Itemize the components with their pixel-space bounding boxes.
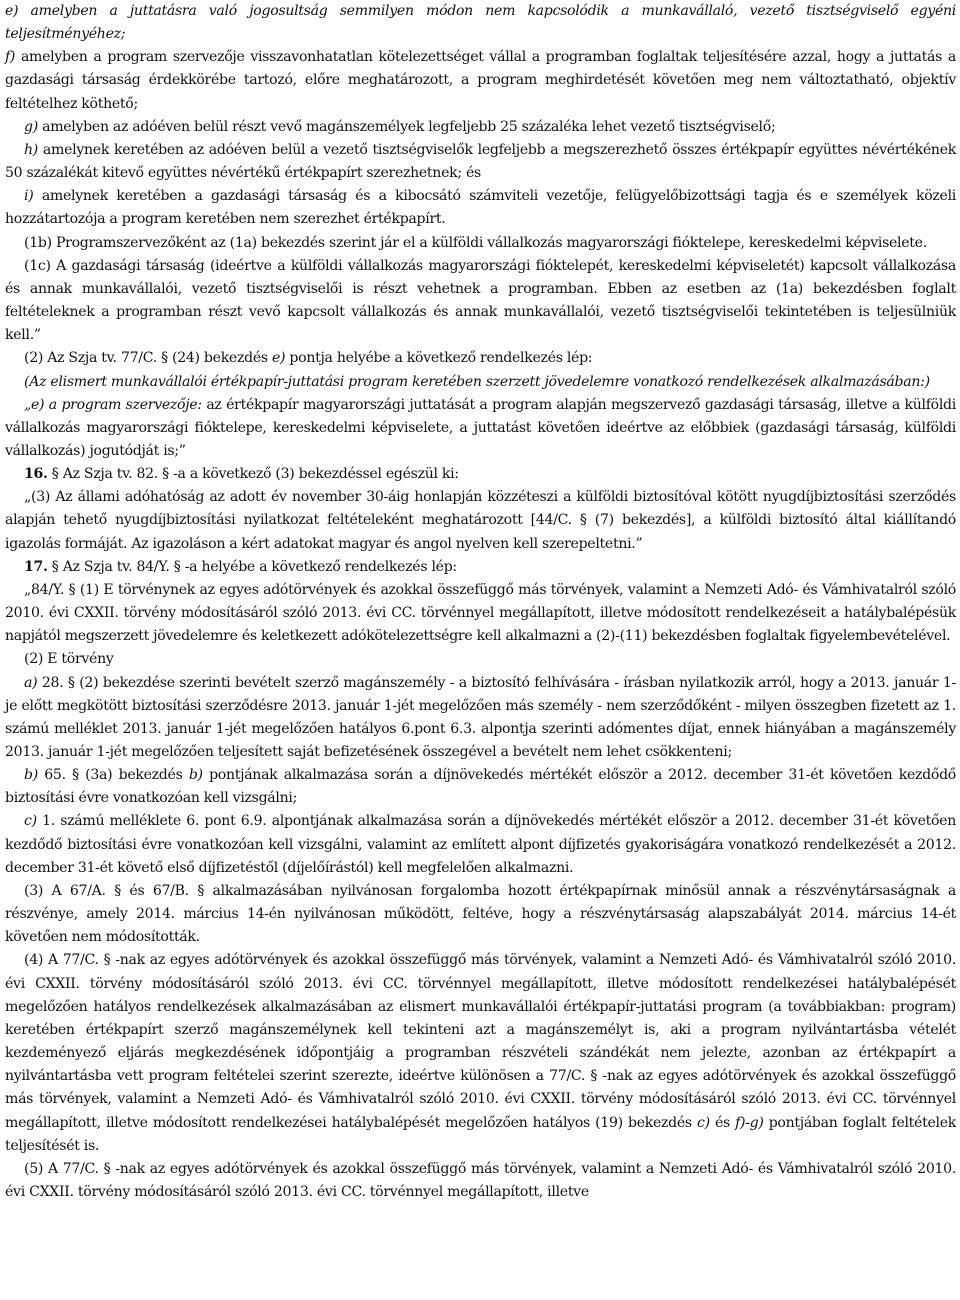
text-run: amelynek keretében az adóéven belül a vezető tisztségviselők legfeljebb a megszerezhető összes értékpapír együttes névértékének 50 százalékát kitevő együttes névértékű értékpapírt szerezhetnek; és: [5, 141, 956, 182]
paragraph-1c: [5, 255, 956, 348]
text-run: pontja helyébe a következő rendelkezés lép:: [285, 350, 593, 367]
text-run: f): [5, 49, 16, 66]
text-run: (5) A 77/C. § -nak az egyes adótörvények és azokkal összefüggő más törvények, valamint a Nemzeti Adó- és Vámhivatalról szóló 2010. évi CXXII. törvény módosításáról szóló 2013. évi CC. törvénnyel megállapított, illetve: [5, 1160, 956, 1200]
paragraph-i: [5, 185, 956, 231]
paragraph-17-2b: [5, 764, 956, 810]
paragraph-17-3: [5, 880, 956, 949]
text-run: 1. számú melléklete 6. pont 6.9. alpontjának alkalmazása során a díjnövekedés mértékét először a 2012. december 31-ét követően kezdődő biztosítási évre vonatkozóan kell vizsgálni, valamint az említett alpont díjfizetés gyakoriságára vonatkozó rendelkezését a 2012. december 31-ét követő első díjfizetéstől (díjelőírástól) kell megfelelően alkalmazni.: [5, 813, 956, 876]
text-run: c): [697, 1114, 710, 1131]
text-run: (1b) Programszervezőként az (1a) bekezdés szerint jár el a külföldi vállalkozás magyarországi fióktelepe, kereskedelmi képviselete.: [24, 234, 927, 251]
paragraph-16-3: [5, 486, 956, 555]
paragraph-2q: [5, 371, 956, 394]
text-run: h): [24, 141, 38, 158]
text-run: amelyben a program szervezője visszavonhatatlan kötelezettséget vállal a programban foglaltak teljesítésére azzal, hogy a juttatás a gazdasági társaság érdekkörébe tartozó, előre meghatározott, a program meghirdetését követően meg nem változtatható, objektív feltételhez köthető;: [5, 49, 956, 112]
text-run: 28. § (2) bekezdése szerinti bevételt szerző magánszemély - a biztosító felhívására - írásban nyilatkozik arról, hogy a 2013. január 1-je előtt megkötött biztosítási szerződésre 2013. január 1-jét megelőzően más személy - nem szerződőként - milyen összegben fizetett az 1. számú melléklet 2013. január 1-jét megelőzően hatályos 6.pont 6.3. alpontja szerinti adómentes díjat, ennek hiányában a magánszemély 2013. január 1-jét megelőzően teljesített saját befizetésének összegével a bevételt nem lehet csökkenteni;: [5, 674, 956, 760]
paragraph-17: [5, 556, 956, 579]
text-run: 17.: [24, 558, 48, 575]
text-run: pontjának alkalmazása során a díjnövekedés mértékét először a 2012. december 31-ét követően kezdődő biztosítási évre vonatkozóan kell vizsgálni;: [5, 767, 956, 807]
text-run: 16.: [24, 466, 48, 483]
paragraph-17-5: [5, 1158, 956, 1204]
text-run: amelyben az adóéven belül részt vevő magánszemélyek legfeljebb 25 százaléka lehet vezető tisztségviselő;: [37, 118, 776, 135]
text-run: „(3) Az állami adóhatóság az adott év november 30-áig honlapján közzéteszi a külföldi biztosítóval kötött nyugdíjbiztosítási szerződés alapján tehető nyugdíjbiztosítási nyilatkozat feltételeként meghatározott [44/C. § (7) bekezdés], a külföldi biztosító által kiállítandó igazolás formáját. Az igazoláson a kért adatokat magyar és angol nyelven kell szerepeltetni.”: [5, 489, 956, 552]
paragraph-17-2a: [5, 672, 956, 765]
paragraph-2e: [5, 394, 956, 463]
text-run: § Az Szja tv. 82. § -a a következő (3) bekezdéssel egészül ki:: [47, 466, 459, 483]
text-run: f)-g): [735, 1114, 764, 1131]
text-run: e) amelyben a juttatásra való jogosultság semmilyen módon nem kapcsolódik a munkavállaló, vezető tisztségviselő egyéni teljesítményéhez;: [5, 3, 956, 43]
text-run: (2) Az Szja tv. 77/C. § (24) bekezdés: [24, 350, 272, 367]
text-run: b): [24, 767, 38, 784]
text-run: g): [24, 118, 38, 135]
text-run: amelynek keretében a gazdasági társaság és a kibocsátó számviteli vezetője, felügyelőbizottsági tagja és e személyek közeli hozzátartozója a program keretében nem szerezhet értékpapírt.: [5, 188, 956, 228]
paragraph-17-2c: [5, 810, 956, 879]
text-run: 65. § (3a) bekezdés: [37, 767, 189, 784]
text-run: a): [24, 674, 38, 691]
text-run: b): [188, 767, 203, 784]
text-run: e): [271, 350, 286, 367]
text-run: (4) A 77/C. § -nak az egyes adótörvények és azokkal összefüggő más törvények, valamint a Nemzeti Adó- és Vámhivatalról szóló 2010. évi CXXII. törvény módosításáról szóló 2013. évi CC. törvénnyel megállapított, illetve módosított rendelkezései hatálybalépését megelőzően hatályos rendelkezések alkalmazásában az elismert munkavállalói értékpapír-juttatási program (a továbbiakban: program) keretében értékpapírt szerző magánszemélynek kell tekinteni azt a magánszemélyt is, aki a program nyilvántartásba vételét kezdeményező eljárás megkezdésének időpontjáig a programban részvételi szándékát nem jelezte, azonban az értékpapírt a nyilvántartásba vett program feltételei szerint szerezte, ideértve különösen a 77/C. § -nak az egyes adótörvények és azokkal összefüggő más törvények, valamint a Nemzeti Adó- és Vámhivatalról szóló 2010. évi CXXII. törvény módosításáról szóló 2013. évi CC. törvénnyel megállapított, illetve módosított rendelkezései hatálybalépését megelőzően hatályos (19) bekezdés: [5, 952, 956, 1131]
text-run: „e) a program szervezője:: [24, 396, 202, 413]
text-run: (Az elismert munkavállalói értékpapír-juttatási program keretében szerzett jövedelemre vonatkozó rendelkezések alkalmazásában:): [24, 373, 930, 390]
text-run: és: [709, 1114, 736, 1131]
paragraph-2: [5, 347, 956, 370]
text-run: az értékpapír magyarországi juttatását a program alapján megszervező gazdasági társaság, illetve a külföldi vállalkozás magyarországi fióktelepe, kereskedelmi képviselete, a juttatást követően ideértve az előbbiek (gazdasági társaság, külföldi vállalkozás) jogutódját is;”: [5, 396, 956, 459]
text-run: § Az Szja tv. 84/Y. § -a helyébe a következő rendelkezés lép:: [47, 558, 457, 575]
paragraph-16: [5, 463, 956, 486]
text-run: „84/Y. § (1) E törvénynek az egyes adótörvények és azokkal összefüggő más törvények, valamint a Nemzeti Adó- és Vámhivatalról szóló 2010. évi CXXII. törvény módosításáról szóló 2013. évi CC. törvénnyel megállapított, illetve módosított rendelkezéseit a hatálybalépésük napjától megszerzett jövedelemre és keletkezett adókötelezettségre kell alkalmazni a (2)-(11) bekezdésben foglaltak figyelembevételével.: [5, 581, 956, 645]
text-run: (1c) A gazdasági társaság (ideértve a külföldi vállalkozás magyarországi fióktelepét, kereskedelmi képviseletét) kapcsolt vállalkozása és annak munkavállalói, vezető tisztségviselői is részt vehetnek a programban. Ebben az esetben az (1a) bekezdésben foglalt feltételeknek a programban részt vevő kapcsolt vállalkozás és annak munkavállalói, vezető tisztségviselői tekintetében is teljesülniük kell.”: [5, 257, 956, 344]
text-run: i): [24, 188, 34, 205]
paragraph-1b: [5, 232, 956, 255]
text-run: pontjában foglalt feltételek teljesítését is.: [5, 1114, 956, 1154]
text-run: (2) E törvény: [24, 651, 114, 668]
paragraph-g: [5, 116, 956, 139]
paragraph-h: [5, 139, 956, 185]
paragraph-17-4: [5, 949, 956, 1157]
text-run: c): [24, 813, 37, 830]
paragraph-f: [5, 46, 956, 115]
paragraph-17-2: [5, 648, 956, 671]
text-run: (3) A 67/A. § és 67/B. § alkalmazásában nyilvánosan forgalomba hozott értékpapírnak minősül annak a részvénytársaságnak a részvénye, amely 2014. március 14-én nyilvánosan működött, feltéve, hogy a részvénytársaság alapszabályát 2014. március 14-ét követően nem módosították.: [5, 882, 956, 946]
paragraph-e: [5, 0, 956, 46]
paragraph-17-1: [5, 579, 956, 648]
